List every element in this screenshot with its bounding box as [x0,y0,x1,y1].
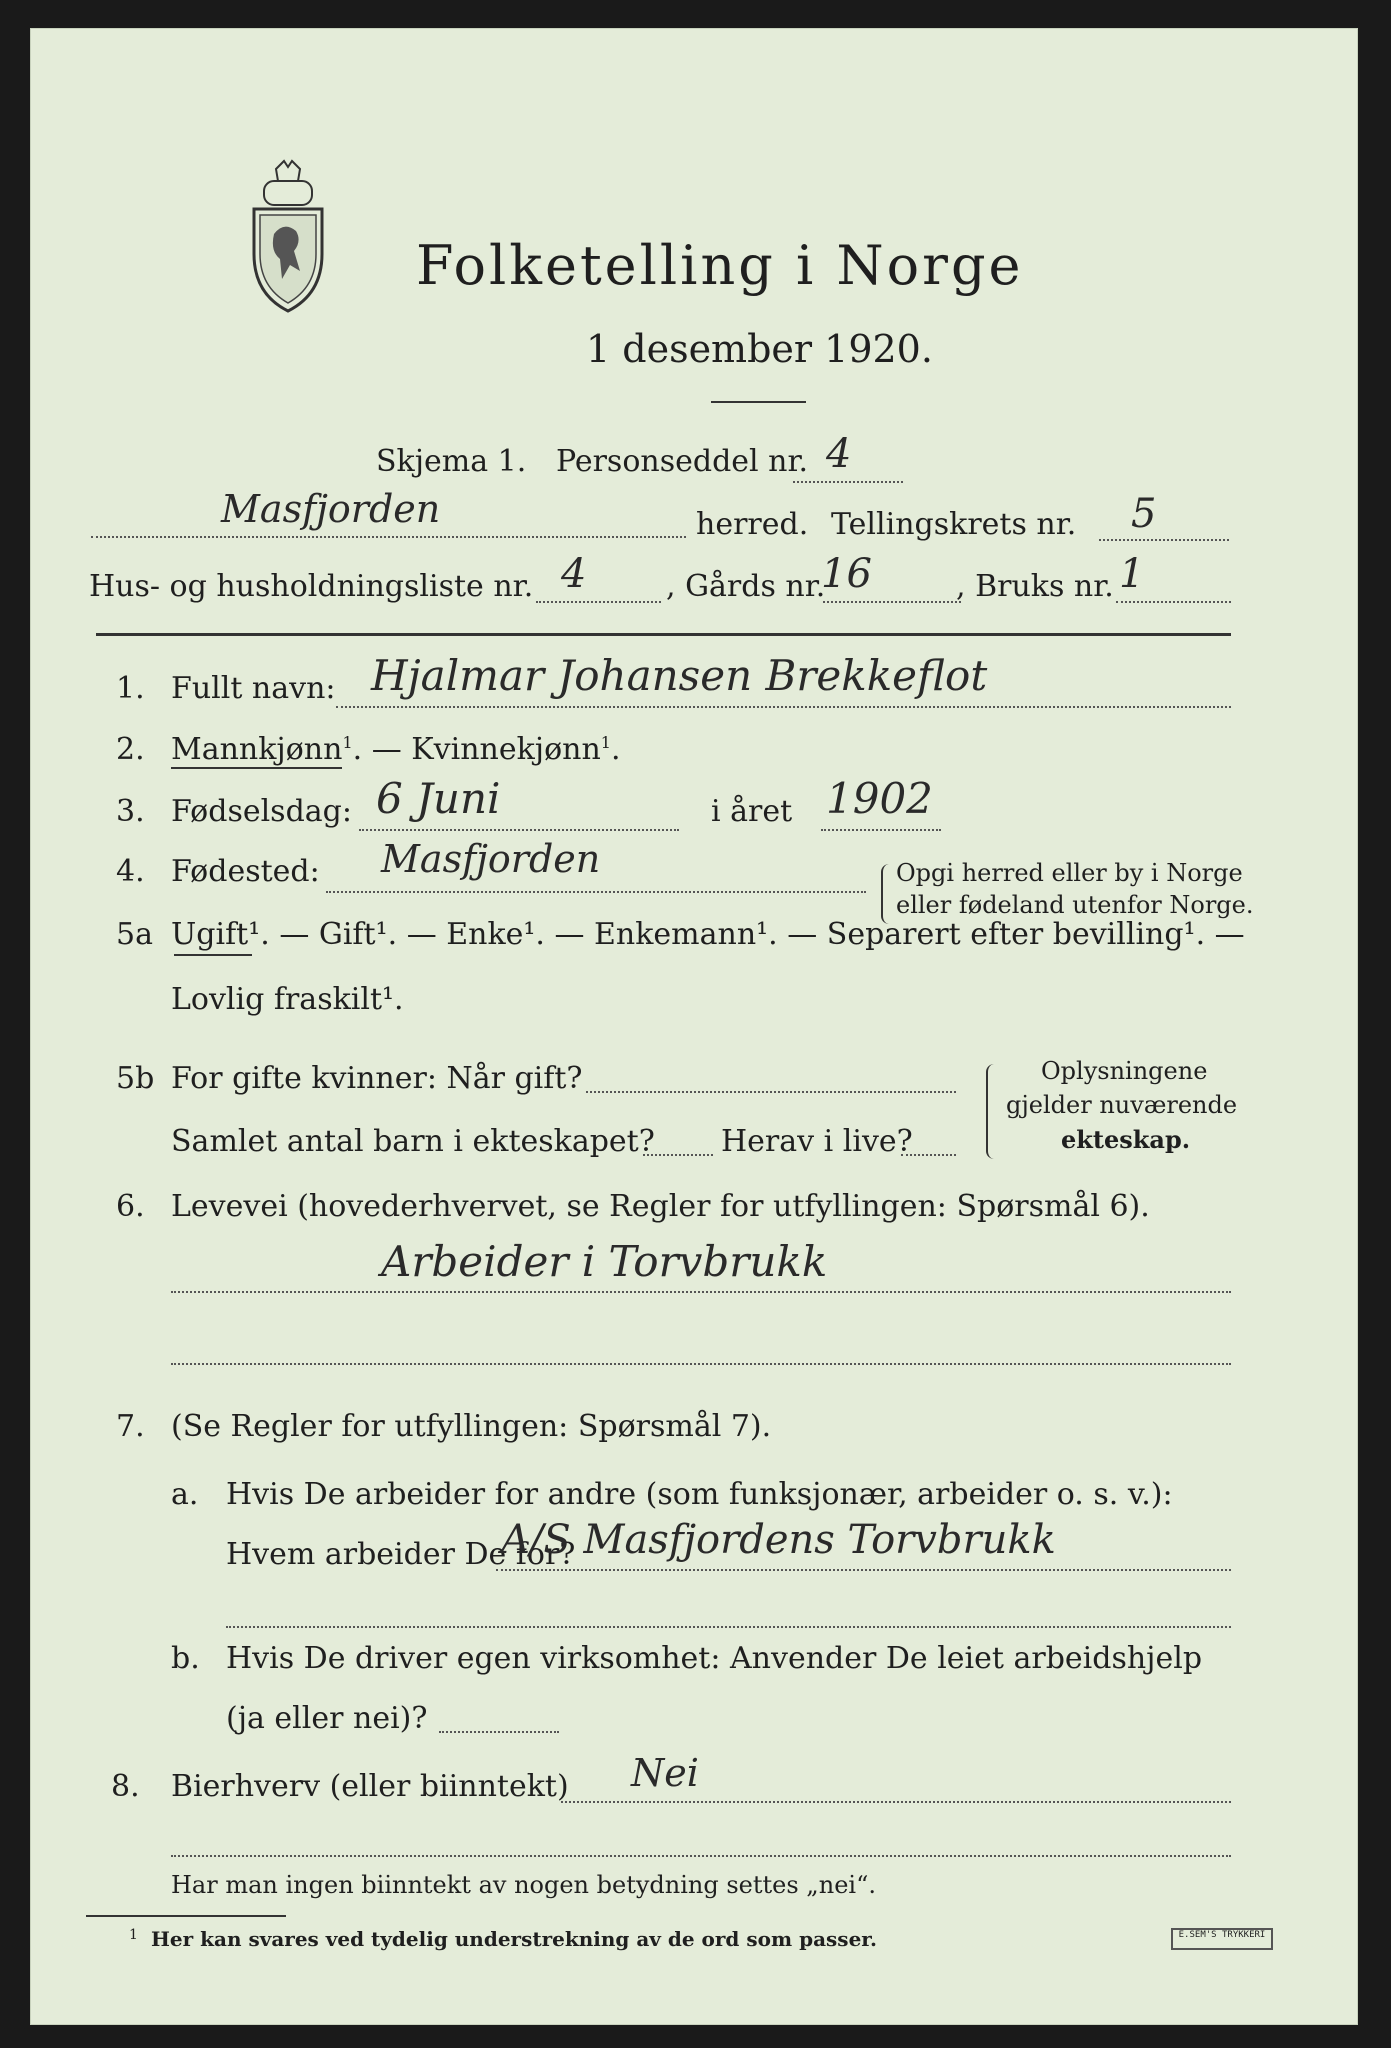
q7a-line1: Hvis De arbeider for andre (som funksjonær, arbeider o. s. v.): [226,1477,1173,1512]
q5b-number: 5b [116,1061,155,1096]
q4-note-line1: Opgi herred eller by i Norge [896,859,1243,887]
q5b-children-label: Samlet antal barn i ekteskapet? [171,1124,655,1159]
q5b-note-line3: ekteskap. [1061,1125,1191,1154]
q7-label: (Se Regler for utfyllingen: Spørsmål 7). [171,1409,772,1444]
q4-line [326,891,866,893]
q5b-married-line [586,1091,956,1093]
q5a-ugift-underline [174,954,252,956]
q2-options: Mannkjønn$^1$. — Kvinnekjønn$^1$. [171,732,621,767]
q7a-line2-blank [226,1626,1231,1628]
tellingskrets-label: Tellingskrets nr. [831,507,1077,542]
q6-line1 [171,1291,1231,1293]
q4-note-line2: eller fødeland utenfor Norge. [896,891,1254,919]
q7b-line2: (ja eller nei)? [226,1701,428,1736]
q6-value: Arbeider i Torvbrukk [381,1237,828,1286]
herred-line [91,536,686,538]
header-rule [96,633,1231,636]
q7b-line1: Hvis De driver egen virksomhet: Anvender De leiet arbeidshjelp [226,1641,1203,1676]
q3-year-line [821,829,941,831]
gards-value: 16 [821,551,872,597]
footnote-text: Her kan svares ved tydelig understrekning av de ord som passer. [151,1927,877,1951]
q7b-letter: b. [171,1641,200,1676]
q5a-number: 5a [116,917,153,952]
q4-label: Fødested: [171,854,320,889]
q5b-note-line2: gjelder nuværende [1006,1091,1238,1119]
q7a-line [496,1569,1231,1571]
q6-label: Levevei (hovederhvervet, se Regler for utfyllingen: Spørsmål 6). [171,1189,1150,1224]
footnote-mark: 1 [129,1927,138,1943]
q5b-children-line [643,1154,713,1156]
q5a-line1: Ugift¹. — Gift¹. — Enke¹. — Enkemann¹. — Separert efter bevilling¹. — [171,917,1245,952]
q5b-line1: For gifte kvinner: Når gift? [171,1061,583,1096]
q3-line [359,829,679,831]
q5b-note-line1: Oplysningene [1041,1057,1208,1085]
gards-label: , Gårds nr. [666,569,826,604]
census-date: 1 desember 1920. [586,327,933,371]
footnote-rule [86,1915,286,1917]
q7a-letter: a. [171,1477,199,1512]
q1-line [336,706,1231,708]
q2-end: . [610,732,621,767]
q8-line2 [171,1855,1231,1857]
personseddel-value: 4 [826,431,852,477]
q3-value: 6 Juni [376,774,501,823]
q2-female: Kvinnekjønn [411,732,601,767]
q5a-line2: Lovlig fraskilt¹. [171,982,404,1017]
q8-label: Bierhverv (eller biinntekt) [171,1769,569,1804]
herred-label: herred. [696,507,809,542]
q3-number: 3. [116,794,145,829]
q1-label: Fullt navn: [171,671,336,706]
bruks-line [1116,601,1231,603]
q1-number: 1. [116,671,145,706]
q3-year-label: i året [711,794,793,829]
gards-line [823,601,961,603]
q6-number: 6. [116,1189,145,1224]
q4-brace [881,864,893,924]
personseddel-label: Personseddel nr. [556,444,809,479]
q5b-alive-label: Herav i live? [721,1124,913,1159]
q2-separator: . — [352,732,412,767]
personseddel-line [793,481,903,483]
bruks-value: 1 [1119,551,1145,597]
q7b-line [439,1731,559,1733]
census-form [30,28,1358,2025]
q4-value: Masfjorden [381,837,601,881]
q2-number: 2. [116,732,145,767]
q8-number: 8. [111,1769,140,1804]
bruks-label: , Bruks nr. [956,569,1114,604]
herred-value: Masfjorden [221,487,441,531]
hus-line [536,601,661,603]
q8-line [561,1801,1231,1803]
q7a-value: A/S Masfjordens Torvbrukk [501,1517,1056,1563]
q4-number: 4. [116,854,145,889]
q6-line2 [171,1363,1231,1365]
printer-stamp-text: E.SEM'S TRYKKERI [1178,1930,1266,1940]
norwegian-coat-of-arms-icon [246,159,331,323]
form-title: Folketelling i Norge [416,234,1024,297]
hus-value: 4 [561,551,587,597]
q1-value: Hjalmar Johansen Brekkeflot [371,651,988,700]
q5b-brace [986,1064,998,1159]
q3-year-value: 1902 [826,774,933,823]
q3-label: Fødselsdag: [171,794,352,829]
hus-label: Hus- og husholdningsliste nr. [89,569,534,604]
q5b-alive-line [901,1154,956,1156]
q7a-line2: Hvem arbeider De for? [226,1537,576,1572]
title-divider [711,401,806,403]
tellingskrets-line [1099,539,1229,541]
q7-number: 7. [116,1409,145,1444]
tellingskrets-value: 5 [1131,491,1157,537]
skjema-label: Skjema 1. [376,444,527,479]
q8-value: Nei [631,1751,699,1795]
printer-stamp [1171,1928,1273,1950]
q2-male: Mannkjønn [171,732,343,767]
footer-note: Har man ingen biinntekt av nogen betydning settes „nei“. [171,1871,876,1899]
